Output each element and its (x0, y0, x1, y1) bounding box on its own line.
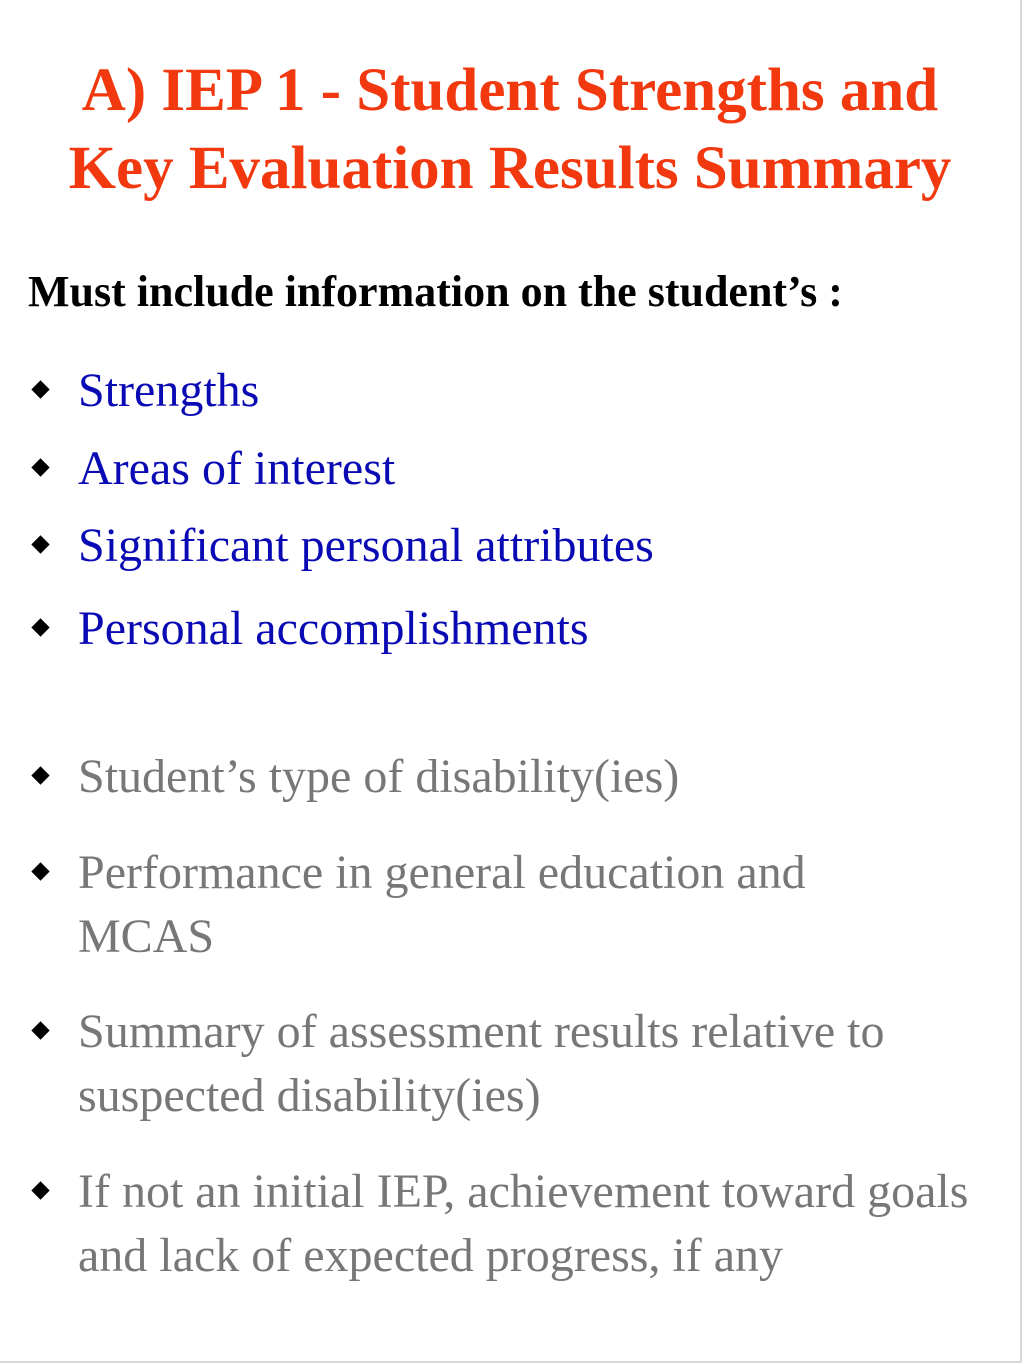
list-item-text: Personal accomplishments (78, 602, 589, 655)
diamond-bullet-icon (31, 1181, 49, 1199)
diamond-bullet-icon (31, 618, 49, 636)
list-item-text: Strengths (78, 364, 260, 417)
list-item-text: If not an initial IEP, achievement toward goals and lack of expected progress, if any (78, 1165, 969, 1282)
list-item-text: Summary of assessment results relative to suspected disability(ies) (78, 1005, 885, 1122)
diamond-bullet-icon (31, 1021, 49, 1039)
list-item-text: Student’s type of disability(ies) (78, 750, 680, 803)
diamond-bullet-icon (31, 862, 49, 880)
diamond-bullet-icon (31, 535, 49, 553)
section-heading: Must include information on the student’s : (28, 267, 843, 316)
list-item-text: Performance in general education and MCAS (78, 846, 806, 963)
slide-title (0, 52, 1020, 208)
list-item-text: Areas of interest (78, 442, 396, 495)
list-item-text: Significant personal attributes (78, 519, 654, 572)
title-line-1: A) IEP 1 - Student Strengths and (81, 57, 939, 124)
diamond-bullet-icon (31, 380, 49, 398)
title-line-2: Key Evaluation Results Summary (68, 135, 952, 202)
diamond-bullet-icon (31, 458, 49, 476)
diamond-bullet-icon (31, 766, 49, 784)
